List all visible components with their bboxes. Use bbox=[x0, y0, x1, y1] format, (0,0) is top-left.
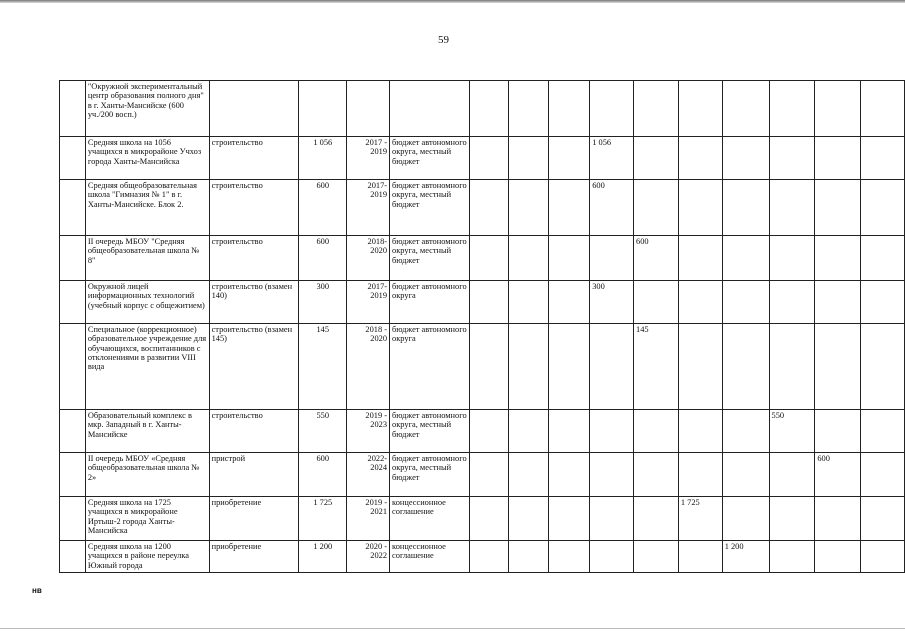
capacity-cell: 600 bbox=[299, 453, 347, 497]
amount-cell bbox=[634, 410, 679, 453]
amount-cell bbox=[769, 137, 815, 180]
table-row bbox=[60, 81, 905, 137]
period-cell: 2020 - 2022 bbox=[347, 541, 390, 573]
amount-cell bbox=[634, 541, 679, 573]
capacity-cell: 1 725 bbox=[299, 497, 347, 541]
amount-cell: 600 bbox=[634, 236, 679, 281]
object-name-cell: "Окружной экспериментальный центр образования полного дня" в г. Ханты-Мансийске (600 уч./200 восп.) bbox=[85, 81, 209, 137]
capacity-cell: 145 bbox=[299, 324, 347, 410]
work-type-cell bbox=[209, 81, 299, 137]
amount-cell bbox=[722, 453, 769, 497]
amount-cell bbox=[634, 137, 679, 180]
amount-cell bbox=[861, 236, 905, 281]
amount-cell bbox=[590, 81, 634, 137]
amount-cell bbox=[549, 137, 590, 180]
amount-cell bbox=[769, 497, 815, 541]
amount-cell bbox=[634, 281, 679, 324]
amount-cell bbox=[815, 497, 861, 541]
row-number-cell bbox=[60, 453, 86, 497]
amount-cell bbox=[469, 180, 508, 236]
work-type-cell: приобретение bbox=[209, 541, 299, 573]
amount-cell bbox=[469, 410, 508, 453]
period-cell: 2017 - 2019 bbox=[347, 137, 390, 180]
amount-cell bbox=[590, 497, 634, 541]
funding-source-cell: бюджет автономного округа, местный бюджет bbox=[390, 137, 470, 180]
amount-cell bbox=[549, 497, 590, 541]
amount-cell bbox=[678, 180, 722, 236]
row-number-cell bbox=[60, 180, 86, 236]
object-name-cell: Средняя общеобразовательная школа "Гимназия № 1" в г. Ханты-Мансийске. Блок 2. bbox=[85, 180, 209, 236]
object-name-cell: Окружной лицей информационных технологий (учебный корпус с общежитием) bbox=[85, 281, 209, 324]
object-name-cell: II очередь МБОУ «Средняя общеобразовательная школа № 2» bbox=[85, 453, 209, 497]
amount-cell bbox=[508, 410, 549, 453]
capacity-cell: 600 bbox=[299, 180, 347, 236]
capacity-cell: 550 bbox=[299, 410, 347, 453]
table-row bbox=[60, 137, 905, 180]
amount-cell bbox=[861, 497, 905, 541]
amount-cell bbox=[590, 541, 634, 573]
amount-cell bbox=[769, 281, 815, 324]
amount-cell bbox=[508, 541, 549, 573]
amount-cell bbox=[861, 541, 905, 573]
object-name-cell: Средняя школа на 1200 учащихся в районе переулка Южный города bbox=[85, 541, 209, 573]
amount-cell bbox=[722, 137, 769, 180]
amount-cell: 600 bbox=[815, 453, 861, 497]
amount-cell: 1 725 bbox=[678, 497, 722, 541]
amount-cell bbox=[508, 236, 549, 281]
funding-source-cell: бюджет автономного округа, местный бюджет bbox=[390, 453, 470, 497]
period-cell: 2018- 2020 bbox=[347, 236, 390, 281]
period-cell: 2017- 2019 bbox=[347, 281, 390, 324]
funding-source-cell: концессионное соглашение bbox=[390, 541, 470, 573]
capacity-cell: 300 bbox=[299, 281, 347, 324]
object-name-cell: Средняя школа на 1056 учащихся в микрорайоне Учхоз города Ханты-Мансийска bbox=[85, 137, 209, 180]
amount-cell bbox=[769, 180, 815, 236]
amount-cell bbox=[861, 180, 905, 236]
amount-cell bbox=[508, 281, 549, 324]
table-row bbox=[60, 281, 905, 324]
funding-source-cell: бюджет автономного округа, местный бюджет bbox=[390, 236, 470, 281]
amount-cell bbox=[469, 81, 508, 137]
amount-cell bbox=[549, 453, 590, 497]
capacity-cell: 600 bbox=[299, 236, 347, 281]
amount-cell bbox=[722, 236, 769, 281]
amount-cell bbox=[634, 453, 679, 497]
object-name-cell: Образовательный комплекс в мкр. Западный в г. Ханты-Мансийске bbox=[85, 410, 209, 453]
amount-cell bbox=[722, 81, 769, 137]
work-type-cell: строительство bbox=[209, 236, 299, 281]
amount-cell bbox=[815, 81, 861, 137]
row-number-cell bbox=[60, 137, 86, 180]
period-cell: 2018 - 2020 bbox=[347, 324, 390, 410]
funding-source-cell: бюджет автономного округа bbox=[390, 281, 470, 324]
work-type-cell: пристрой bbox=[209, 453, 299, 497]
row-number-cell bbox=[60, 236, 86, 281]
period-cell: 2019 - 2023 bbox=[347, 410, 390, 453]
work-type-cell: строительство bbox=[209, 137, 299, 180]
row-number-cell bbox=[60, 281, 86, 324]
capacity-cell: 1 200 bbox=[299, 541, 347, 573]
capacity-cell: 1 056 bbox=[299, 137, 347, 180]
amount-cell bbox=[469, 453, 508, 497]
amount-cell bbox=[469, 497, 508, 541]
amount-cell: 600 bbox=[590, 180, 634, 236]
funding-source-cell: бюджет автономного округа bbox=[390, 324, 470, 410]
work-type-cell: строительство bbox=[209, 410, 299, 453]
amount-cell bbox=[590, 236, 634, 281]
table-row bbox=[60, 236, 905, 281]
amount-cell bbox=[678, 453, 722, 497]
amount-cell bbox=[815, 236, 861, 281]
amount-cell bbox=[769, 81, 815, 137]
amount-cell bbox=[861, 281, 905, 324]
amount-cell bbox=[549, 324, 590, 410]
funding-source-cell: бюджет автономного округа, местный бюджет bbox=[390, 180, 470, 236]
amount-cell bbox=[769, 324, 815, 410]
amount-cell bbox=[508, 137, 549, 180]
row-number-cell bbox=[60, 324, 86, 410]
amount-cell bbox=[634, 497, 679, 541]
amount-cell: 1 056 bbox=[590, 137, 634, 180]
amount-cell bbox=[508, 453, 549, 497]
period-cell: 2017- 2019 bbox=[347, 180, 390, 236]
amount-cell bbox=[678, 137, 722, 180]
amount-cell bbox=[722, 180, 769, 236]
amount-cell bbox=[469, 541, 508, 573]
amount-cell bbox=[634, 180, 679, 236]
amount-cell bbox=[861, 81, 905, 137]
amount-cell bbox=[508, 497, 549, 541]
period-cell: 2019 - 2021 bbox=[347, 497, 390, 541]
amount-cell bbox=[722, 324, 769, 410]
amount-cell bbox=[549, 236, 590, 281]
object-name-cell: II очередь МБОУ "Средняя общеобразовательная школа № 8" bbox=[85, 236, 209, 281]
amount-cell bbox=[469, 281, 508, 324]
amount-cell bbox=[678, 324, 722, 410]
amount-cell: 1 200 bbox=[722, 541, 769, 573]
amount-cell bbox=[861, 137, 905, 180]
page-number: 59 bbox=[438, 34, 449, 46]
amount-cell: 300 bbox=[590, 281, 634, 324]
row-number-cell bbox=[60, 81, 86, 137]
amount-cell bbox=[508, 324, 549, 410]
work-type-cell: приобретение bbox=[209, 497, 299, 541]
scan-edge-top bbox=[0, 0, 905, 3]
amount-cell bbox=[722, 497, 769, 541]
amount-cell bbox=[815, 324, 861, 410]
period-cell bbox=[347, 81, 390, 137]
amount-cell bbox=[469, 236, 508, 281]
amount-cell bbox=[861, 324, 905, 410]
amount-cell bbox=[815, 541, 861, 573]
table-row bbox=[60, 453, 905, 497]
work-type-cell: строительство (взамен 140) bbox=[209, 281, 299, 324]
amount-cell bbox=[469, 137, 508, 180]
amount-cell bbox=[469, 324, 508, 410]
amount-cell bbox=[590, 324, 634, 410]
row-number-cell bbox=[60, 410, 86, 453]
funding-source-cell bbox=[390, 81, 470, 137]
table-row bbox=[60, 180, 905, 236]
amount-cell bbox=[678, 281, 722, 324]
row-number-cell bbox=[60, 497, 86, 541]
amount-cell bbox=[769, 541, 815, 573]
period-cell: 2022- 2024 bbox=[347, 453, 390, 497]
amount-cell: 145 bbox=[634, 324, 679, 410]
amount-cell bbox=[722, 410, 769, 453]
amount-cell bbox=[861, 410, 905, 453]
amount-cell bbox=[508, 81, 549, 137]
amount-cell bbox=[549, 180, 590, 236]
amount-cell bbox=[678, 541, 722, 573]
amount-cell bbox=[815, 410, 861, 453]
amount-cell bbox=[678, 410, 722, 453]
amount-cell bbox=[590, 410, 634, 453]
row-number-cell bbox=[60, 541, 86, 573]
amount-cell bbox=[549, 81, 590, 137]
amount-cell bbox=[815, 180, 861, 236]
amount-cell bbox=[815, 281, 861, 324]
table-body bbox=[60, 81, 905, 573]
amount-cell bbox=[815, 137, 861, 180]
amount-cell bbox=[549, 410, 590, 453]
work-type-cell: строительство (взамен 145) bbox=[209, 324, 299, 410]
objects-table bbox=[59, 80, 905, 573]
amount-cell bbox=[508, 180, 549, 236]
amount-cell bbox=[678, 81, 722, 137]
scan-edge-bottom bbox=[0, 628, 905, 629]
footer-mark: нв bbox=[32, 586, 42, 595]
table-row bbox=[60, 410, 905, 453]
funding-source-cell: концессионное соглашение bbox=[390, 497, 470, 541]
amount-cell bbox=[590, 453, 634, 497]
amount-cell bbox=[549, 281, 590, 324]
object-name-cell: Средняя школа на 1725 учащихся в микрорайоне Иртыш-2 города Ханты-Мансийска bbox=[85, 497, 209, 541]
table-row bbox=[60, 324, 905, 410]
amount-cell bbox=[861, 453, 905, 497]
amount-cell bbox=[769, 453, 815, 497]
amount-cell bbox=[769, 236, 815, 281]
object-name-cell: Специальное (коррекционное) образовательное учреждение для обучающихся, воспитанников с отклонениями в развитии VIII вида bbox=[85, 324, 209, 410]
amount-cell bbox=[549, 541, 590, 573]
table-row bbox=[60, 541, 905, 573]
funding-source-cell: бюджет автономного округа, местный бюджет bbox=[390, 410, 470, 453]
amount-cell: 550 bbox=[769, 410, 815, 453]
work-type-cell: строительство bbox=[209, 180, 299, 236]
amount-cell bbox=[634, 81, 679, 137]
table-row bbox=[60, 497, 905, 541]
capacity-cell bbox=[299, 81, 347, 137]
amount-cell bbox=[722, 281, 769, 324]
amount-cell bbox=[678, 236, 722, 281]
